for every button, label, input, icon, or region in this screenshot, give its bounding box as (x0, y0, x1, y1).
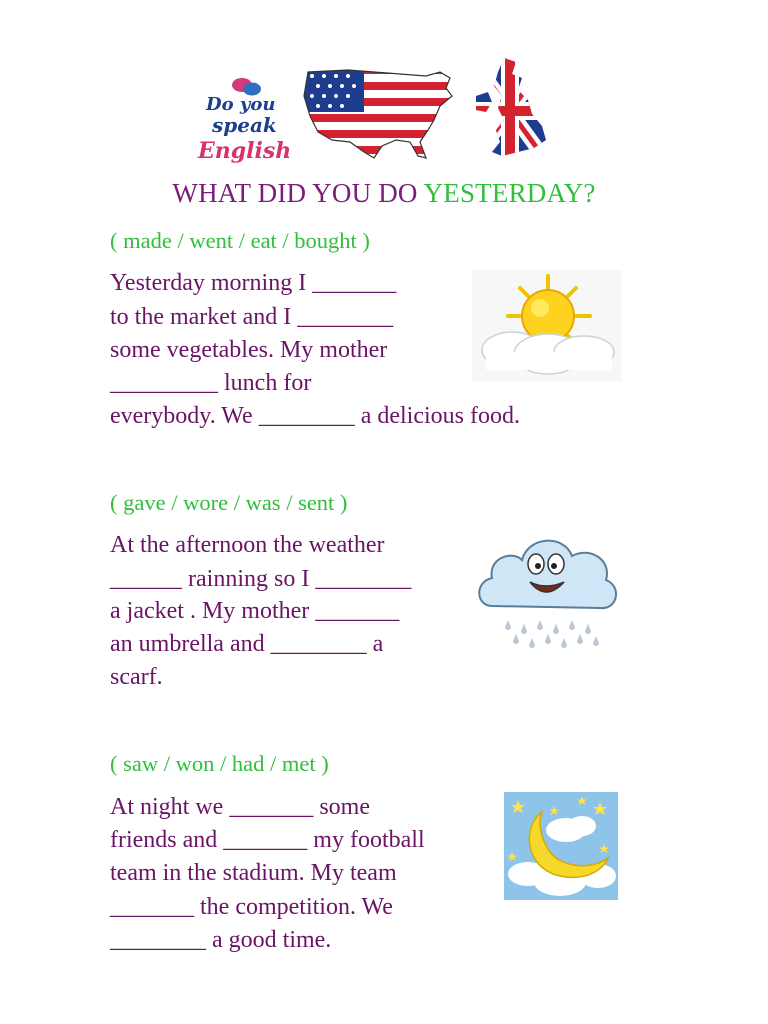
logo-line-1: Do you (206, 94, 276, 115)
section-3-line-5: ________ a good time. (110, 927, 332, 953)
logo-line-2: speak (212, 113, 277, 137)
section-3-line-3: team in the stadium. My team (110, 860, 397, 886)
section-1-line-5: everybody. We ________ a delicious food. (110, 403, 520, 429)
section-3-word-options: ( saw / won / had / met ) (110, 751, 329, 776)
section-2-line-5: scarf. (110, 664, 163, 690)
page-title (0, 178, 768, 209)
section-2-word-options: ( gave / wore / was / sent ) (110, 490, 348, 515)
usa-flag-map-icon (300, 66, 462, 162)
moon-stars-icon (504, 792, 618, 900)
section-1-line-2: to the market and I ________ (110, 304, 394, 330)
section-2-line-3: a jacket . My mother _______ (110, 598, 400, 624)
section-1-word-options: ( made / went / eat / bought ) (110, 228, 370, 253)
section-1-line-1: Yesterday morning I _______ (110, 270, 397, 296)
title-part-1: WHAT DID YOU DO (172, 178, 424, 208)
section-1-line-4: _________ lunch for (110, 370, 312, 396)
section-2-line-2: ______ rainning so I ________ (110, 566, 412, 592)
section-3-line-4: _______ the competition. We (110, 894, 393, 920)
section-2-line-1: At the afternoon the weather (110, 532, 385, 558)
title-part-2: YESTERDAY? (423, 178, 596, 208)
rain-cloud-icon (472, 528, 622, 652)
section-2-line-4: an umbrella and ________ a (110, 631, 384, 657)
section-3-line-1: At night we _______ some (110, 794, 370, 820)
sun-cloud-icon (472, 270, 622, 382)
section-1-line-3: some vegetables. My mother (110, 337, 388, 363)
logo-line-3: English (198, 138, 292, 164)
uk-flag-map-icon (470, 56, 550, 166)
section-3-line-2: friends and _______ my football (110, 827, 425, 853)
do-you-speak-english-logo (196, 74, 296, 174)
